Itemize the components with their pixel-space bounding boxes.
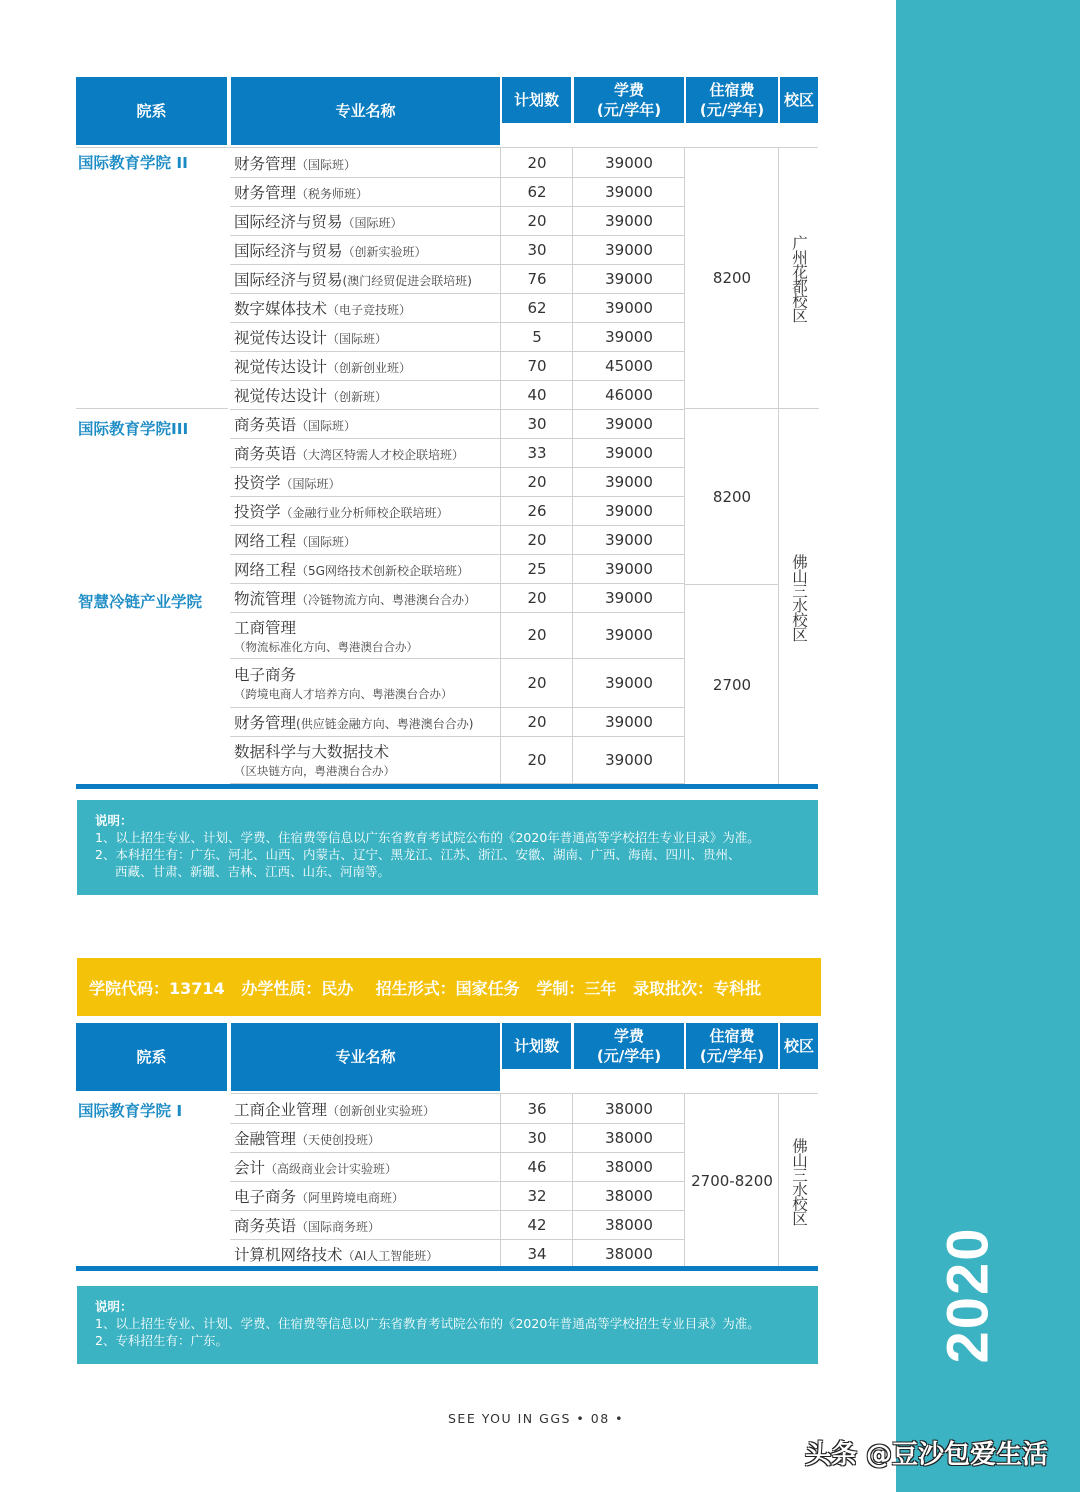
tuition-cell: 39000 [572, 612, 685, 658]
table-row [230, 438, 684, 468]
header-dorm-l2: (元/学年) [699, 1047, 765, 1065]
major-note: （跨境电商人才培养方向、粤港澳台合办） [234, 687, 453, 701]
table-row [230, 736, 684, 784]
plan-cell: 42 [500, 1210, 573, 1239]
major-cell [230, 658, 500, 707]
tuition-cell: 38000 [572, 1094, 685, 1123]
major-note: （金融行业分析师校企联培班） [280, 505, 449, 520]
table-row [230, 496, 684, 526]
plan-cell: 46 [500, 1152, 573, 1181]
tuition-cell: 39000 [572, 409, 685, 438]
note-box [77, 800, 818, 895]
major-name: 财务管理 [234, 713, 297, 732]
major-note: （区块链方向，粤港澳台合办） [234, 764, 395, 778]
note-box [77, 1286, 818, 1364]
header-dept: 院系 [76, 1023, 227, 1091]
header-plan: 计划数 [502, 1023, 571, 1069]
table-row [230, 1181, 684, 1211]
tuition-cell: 39000 [572, 177, 685, 206]
dorm-fee-group: 8200 [684, 148, 779, 408]
major-name: 视觉传达设计 [234, 386, 328, 405]
major-name: 视觉传达设计 [234, 357, 328, 376]
table-row [230, 293, 684, 323]
major-cell [230, 322, 500, 351]
table-row [230, 583, 684, 613]
major-cell [230, 736, 500, 783]
tuition-cell: 39000 [572, 264, 685, 293]
major-note: （国际班） [327, 331, 388, 346]
header-major: 专业名称 [231, 77, 500, 145]
major-cell [230, 409, 500, 438]
campus-text: 广州花都校区 [790, 234, 808, 322]
table-row [230, 351, 684, 381]
major-note: （国际商务班） [296, 1219, 381, 1234]
dept-label: 智慧冷链产业学院 [78, 593, 203, 611]
major-note: （国际班） [280, 476, 341, 491]
plan-cell: 20 [500, 707, 573, 736]
divider [76, 408, 228, 409]
major-note: （电子竞技班） [327, 302, 412, 317]
plan-cell: 36 [500, 1094, 573, 1123]
major-name: 网络工程 [234, 560, 297, 579]
major-name: 电子商务 [234, 666, 297, 684]
table-row [230, 658, 684, 708]
plan-cell: 32 [500, 1181, 573, 1210]
header-campus: 校区 [780, 1023, 818, 1069]
page-footer: SEE YOU IN GGS • 08 • [448, 1411, 625, 1426]
note-line: 西藏、甘肃、新疆、吉林、江西、山东、河南等。 [115, 864, 391, 879]
table-row [230, 525, 684, 555]
plan-cell: 25 [500, 554, 573, 583]
table-row [230, 612, 684, 659]
major-name: 数据科学与大数据技术 [234, 743, 390, 761]
plan-cell: 20 [500, 583, 573, 612]
plan-cell: 70 [500, 351, 573, 380]
header-tuition [574, 1023, 684, 1069]
plan-cell: 20 [500, 467, 573, 496]
plan-cell: 30 [500, 1123, 573, 1152]
major-cell [230, 1123, 500, 1152]
major-name: 国际经济与贸易 [234, 270, 343, 289]
major-cell [230, 351, 500, 380]
major-cell [230, 1239, 500, 1268]
table-row [230, 707, 684, 737]
major-name: 商务英语 [234, 415, 297, 434]
plan-cell: 30 [500, 235, 573, 264]
major-name: 会计 [234, 1158, 266, 1177]
junior-college-table [76, 1023, 818, 1268]
major-cell [230, 148, 500, 177]
table-row [230, 467, 684, 497]
major-cell [230, 1152, 500, 1181]
major-name: 数字媒体技术 [234, 299, 328, 318]
major-note: （国际班） [342, 215, 403, 230]
major-cell [230, 264, 500, 293]
major-note: （创新创业班） [327, 360, 412, 375]
campus-text: 佛山三水校区 [790, 553, 808, 641]
table-row [230, 409, 684, 439]
header-tuition-l1: 学费 [613, 1027, 644, 1045]
major-cell [230, 206, 500, 235]
table-bottom-bar [76, 1266, 818, 1271]
table-header [76, 77, 818, 145]
table-row [230, 235, 684, 265]
major-note: （阿里跨境电商班） [296, 1190, 405, 1205]
major-note: （创新实验班） [342, 244, 427, 259]
tuition-cell: 39000 [572, 206, 685, 235]
major-note: (供应链金融方向、粤港澳台合办) [296, 716, 474, 731]
table-row [230, 380, 684, 410]
major-note: （大湾区特需人才校企联培班） [296, 447, 465, 462]
plan-cell: 62 [500, 177, 573, 206]
plan-cell: 20 [500, 658, 573, 707]
major-note: （创新创业实验班） [327, 1103, 436, 1118]
plan-cell: 26 [500, 496, 573, 525]
major-name: 物流管理 [234, 589, 297, 608]
plan-cell: 33 [500, 438, 573, 467]
table-row [230, 1123, 684, 1153]
tuition-cell: 45000 [572, 351, 685, 380]
major-name: 电子商务 [234, 1187, 297, 1206]
major-name: 金融管理 [234, 1129, 297, 1148]
header-tuition-l1: 学费 [613, 81, 644, 99]
major-name: 财务管理 [234, 154, 297, 173]
major-cell [230, 1094, 500, 1123]
header-tuition-l2: (元/学年) [596, 101, 662, 119]
campus-cell [778, 408, 819, 785]
major-cell [230, 707, 500, 736]
tuition-cell: 39000 [572, 235, 685, 264]
major-note: （税务师班） [296, 186, 369, 201]
table-row [230, 206, 684, 236]
major-name: 视觉传达设计 [234, 328, 328, 347]
table-row [230, 1094, 684, 1124]
table-header [76, 1023, 818, 1091]
table-row [230, 1210, 684, 1240]
plan-cell: 20 [500, 525, 573, 554]
note-title: 说明： [95, 1299, 133, 1314]
tuition-cell: 38000 [572, 1152, 685, 1181]
table-bottom-bar [76, 784, 818, 789]
dept-label: 国际教育学院 II [78, 154, 188, 172]
undergrad-table [76, 77, 818, 789]
note-line: 2、本科招生有：广东、河北、山西、内蒙古、辽宁、黑龙江、江苏、浙江、安徽、湖南、广西、海南、四川、贵州、 [95, 847, 741, 862]
major-note: （国际班） [296, 418, 357, 433]
table-row [230, 1239, 684, 1269]
header-tuition-l2: (元/学年) [596, 1047, 662, 1065]
major-note: （AI人工智能班） [342, 1248, 439, 1263]
major-cell [230, 438, 500, 467]
table-row [230, 177, 684, 207]
major-note: （冷链物流方向、粤港澳台合办） [296, 592, 477, 607]
major-name: 商务英语 [234, 444, 297, 463]
tuition-cell: 39000 [572, 496, 685, 525]
tuition-cell: 38000 [572, 1181, 685, 1210]
major-name: 工商管理 [234, 618, 297, 637]
major-cell [230, 583, 500, 612]
major-note: （物流标准化方向、粤港澳台合办） [234, 639, 418, 654]
tuition-cell: 38000 [572, 1239, 685, 1268]
major-note: （国际班） [296, 534, 357, 549]
note-line: 1、以上招生专业、计划、学费、住宿费等信息以广东省教育考试院公布的《2020年普通高等学校招生专业目录》为准。 [95, 830, 760, 845]
major-cell [230, 235, 500, 264]
major-name: 国际经济与贸易 [234, 241, 343, 260]
header-plan: 计划数 [502, 77, 571, 123]
major-note: （国际班） [296, 157, 357, 172]
major-cell [230, 293, 500, 322]
tuition-cell: 39000 [572, 707, 685, 736]
table-row [230, 322, 684, 352]
campus-text: 佛山三水校区 [790, 1137, 808, 1225]
tuition-cell: 46000 [572, 380, 685, 409]
dorm-fee-cell: 2700-8200 [684, 1094, 779, 1268]
major-name: 投资学 [234, 502, 281, 521]
tuition-cell: 39000 [572, 293, 685, 322]
major-cell [230, 1181, 500, 1210]
table-row [230, 148, 684, 178]
dept-label: 国际教育学院 I [78, 1102, 183, 1120]
tuition-cell: 39000 [572, 736, 685, 783]
header-dorm-l1: 住宿费 [709, 1027, 755, 1045]
year-label [928, 1215, 1008, 1375]
tuition-cell: 38000 [572, 1123, 685, 1152]
plan-cell: 40 [500, 380, 573, 409]
tuition-cell: 39000 [572, 148, 685, 177]
plan-cell: 62 [500, 293, 573, 322]
plan-cell: 34 [500, 1239, 573, 1268]
tuition-cell: 39000 [572, 583, 685, 612]
major-name: 财务管理 [234, 183, 297, 202]
header-dorm-l2: (元/学年) [699, 101, 765, 119]
plan-cell: 20 [500, 736, 573, 783]
major-name: 国际经济与贸易 [234, 212, 343, 231]
college-info-bar: 学院代码：13714 办学性质：民办 招生形式：国家任务 学制：三年 录取批次：专科批 [77, 958, 821, 1016]
tuition-cell: 39000 [572, 467, 685, 496]
campus-cell [778, 148, 819, 408]
tuition-cell: 39000 [572, 525, 685, 554]
header-major: 专业名称 [231, 1023, 500, 1091]
campus-cell [778, 1094, 819, 1268]
major-cell [230, 1210, 500, 1239]
plan-cell: 20 [500, 148, 573, 177]
major-name: 商务英语 [234, 1216, 297, 1235]
header-dorm-l1: 住宿费 [709, 81, 755, 99]
dept-label: 国际教育学院III [78, 420, 189, 438]
plan-cell: 76 [500, 264, 573, 293]
major-cell [230, 467, 500, 496]
major-cell [230, 525, 500, 554]
major-cell [230, 554, 500, 583]
plan-cell: 20 [500, 612, 573, 658]
major-cell [230, 496, 500, 525]
plan-cell: 30 [500, 409, 573, 438]
year-text: 2020 [935, 1226, 1001, 1364]
note-line: 1、以上招生专业、计划、学费、住宿费等信息以广东省教育考试院公布的《2020年普通高等学校招生专业目录》为准。 [95, 1316, 760, 1331]
tuition-cell: 39000 [572, 438, 685, 467]
major-name: 网络工程 [234, 531, 297, 550]
major-cell [230, 380, 500, 409]
header-dept: 院系 [76, 77, 227, 145]
major-note: (澳门经贸促进会联培班) [342, 273, 472, 288]
header-campus: 校区 [780, 77, 818, 123]
table-row [230, 264, 684, 294]
header-dorm [686, 1023, 778, 1069]
major-cell [230, 177, 500, 206]
dorm-fee-group: 8200 [684, 408, 779, 585]
major-name: 工商企业管理 [234, 1100, 328, 1119]
header-tuition [574, 77, 684, 123]
note-line: 2、专科招生有：广东。 [95, 1333, 228, 1348]
major-note: （5G网络技术创新校企联培班） [296, 563, 469, 578]
watermark: 头条 @豆沙包爱生活 [805, 1440, 1049, 1470]
header-dorm [686, 77, 778, 123]
tuition-cell: 39000 [572, 322, 685, 351]
major-note: （天使创投班） [296, 1132, 381, 1147]
tuition-cell: 39000 [572, 658, 685, 707]
major-name: 计算机网络技术 [234, 1245, 343, 1264]
plan-cell: 5 [500, 322, 573, 351]
plan-cell: 20 [500, 206, 573, 235]
tuition-cell: 39000 [572, 554, 685, 583]
note-title: 说明： [95, 813, 133, 828]
major-note: （高级商业会计实验班） [265, 1161, 398, 1176]
dorm-fee-group: 2700 [684, 584, 779, 785]
table-row [230, 1152, 684, 1182]
major-name: 投资学 [234, 473, 281, 492]
major-note: （创新班） [327, 389, 388, 404]
tuition-cell: 38000 [572, 1210, 685, 1239]
major-cell [230, 612, 500, 658]
table-row [230, 554, 684, 584]
